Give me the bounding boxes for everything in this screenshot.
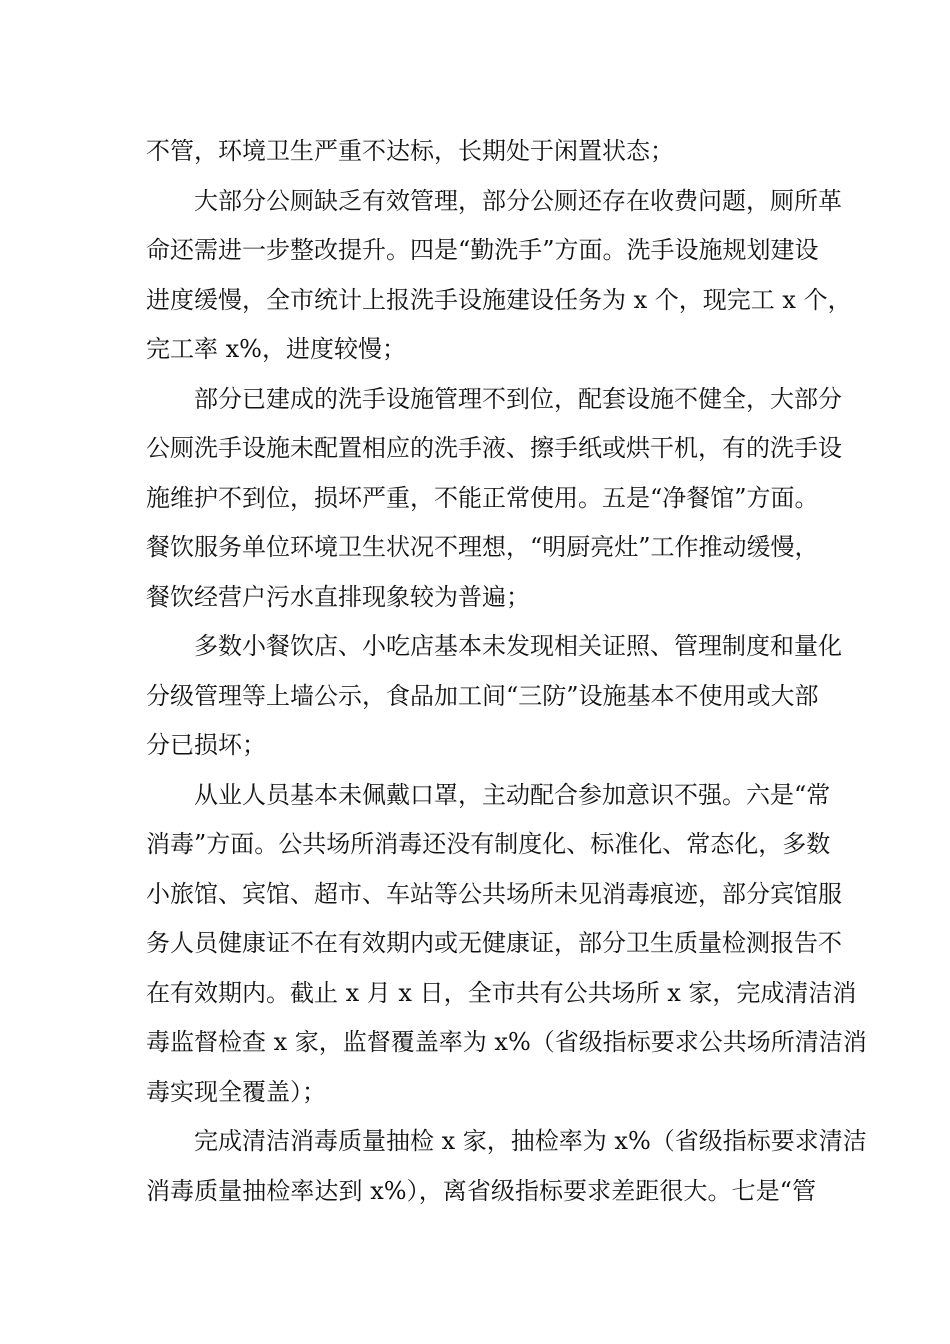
paragraph bbox=[146, 622, 842, 771]
text-line: 进度缓慢，全市统计上报洗手设施建设任务为 x 个，现完工 x 个， bbox=[146, 285, 852, 314]
text-line: 从业人员基本未佩戴口罩，主动配合参加意识不强。六是“常 bbox=[194, 780, 831, 809]
text-line: 多数小餐饮店、小吃店基本未发现相关证照、管理制度和量化 bbox=[194, 632, 842, 660]
text-line: 分级管理等上墙公示，食品加工间“三防”设施基本不使用或大部 bbox=[146, 681, 819, 710]
paragraph bbox=[146, 1117, 867, 1216]
text-line: 小旅馆、宾馆、超市、车站等公共场所未见消毒痕迹，部分宾馆服 bbox=[146, 879, 842, 908]
text-line: 施维护不到位，损坏严重，不能正常使用。五是“净餐馆”方面。 bbox=[146, 483, 819, 512]
text-line: 在有效期内。截止 x 月 x 日，全市共有公共场所 x 家，完成清洁消 bbox=[146, 978, 857, 1007]
paragraph bbox=[146, 375, 842, 623]
text-line: 毒监督检查 x 家，监督覆盖率为 x%（省级指标要求公共场所清洁消 bbox=[146, 1028, 867, 1056]
text-line: 餐饮经营户污水直排现象较为普遍； bbox=[146, 582, 530, 611]
text-line: 毒实现全覆盖）； bbox=[146, 1077, 326, 1106]
text-line: 命还需进一步整改提升。四是“勤洗手”方面。洗手设施规划建设 bbox=[146, 236, 819, 264]
text-line: 餐饮服务单位环境卫生状况不理想，“明厨亮灶”工作推动缓慢， bbox=[146, 533, 819, 561]
text-line: 消毒质量抽检率达到 x%），离省级指标要求差距很大。七是“管 bbox=[146, 1176, 816, 1205]
text-line: 不管，环境卫生严重不达标，长期处于闲置状态； bbox=[146, 137, 674, 165]
text-line: 公厕洗手设施未配置相应的洗手液、擦手纸或烘干机，有的洗手设 bbox=[146, 434, 842, 462]
paragraph bbox=[146, 177, 852, 375]
text-line: 分已损坏； bbox=[146, 731, 266, 759]
text-line: 消毒”方面。公共场所消毒还没有制度化、标准化、常态化，多数 bbox=[146, 830, 831, 858]
paragraph bbox=[146, 127, 816, 177]
text-line: 务人员健康证不在有效期内或无健康证，部分卫生质量检测报告不 bbox=[146, 929, 842, 957]
paragraph bbox=[146, 771, 867, 1118]
text-line: 大部分公厕缺乏有效管理，部分公厕还存在收费问题，厕所革 bbox=[194, 186, 842, 215]
text-line: 部分已建成的洗手设施管理不到位，配套设施不健全，大部分 bbox=[194, 384, 842, 413]
text-line: 完工率 x%，进度较慢； bbox=[146, 335, 406, 363]
text-line: 完成清洁消毒质量抽检 x 家，抽检率为 x%（省级指标要求清洁 bbox=[194, 1127, 867, 1155]
document-body bbox=[146, 127, 867, 1216]
